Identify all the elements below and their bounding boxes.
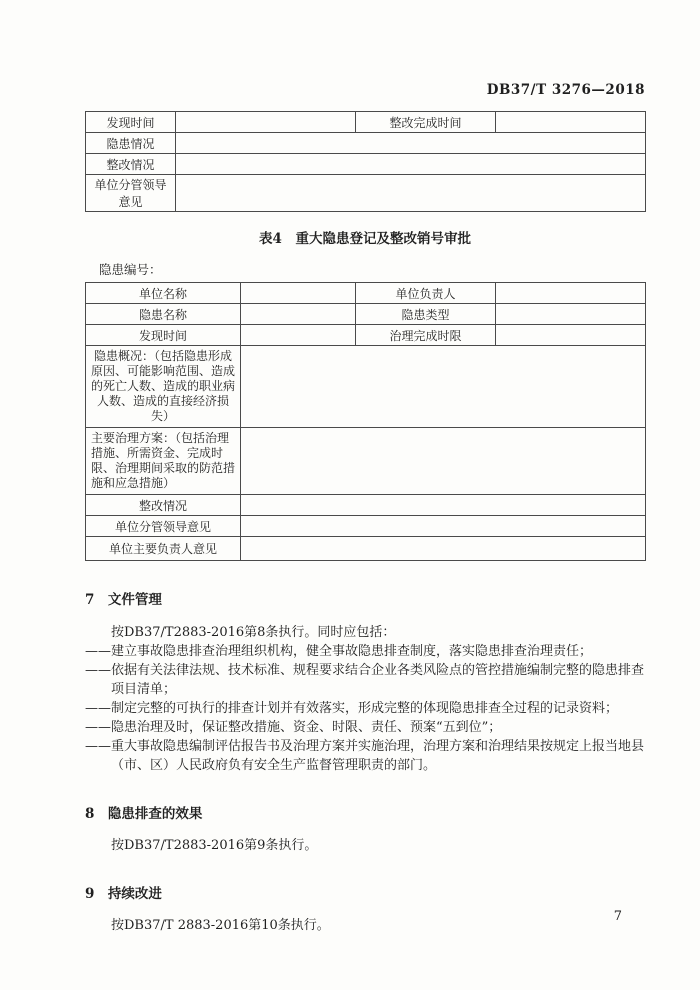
rectify-situation-value [241,495,646,516]
section7-heading: 7 文件管理 [85,592,162,608]
found-time-value [241,325,356,346]
hazard-number-label: 隐患编号： [99,262,162,277]
rectify-situation-label: 整改情况 [86,495,241,516]
table-row [86,304,646,325]
hazard-overview-value [241,346,646,428]
table-row [86,495,646,516]
main-head-opinion-label: 单位主要负责人意见 [86,537,241,561]
table-row [86,154,646,175]
unit-head-label: 单位负责人 [356,283,496,304]
rectify-situation-value [176,154,646,175]
found-time-value [176,112,356,133]
section7-item: ——重大事故隐患编制评估报告书及治理方案并实施治理，治理方案和治理结果按规定上报当地县（市、区）人民政府负有安全生产监督管理职责的部门。 [85,739,645,773]
hazard-type-label: 隐患类型 [356,304,496,325]
unit-head-value [496,283,646,304]
rectify-situation-label: 整改情况 [86,154,176,175]
treatment-plan-value [241,428,646,495]
table-row [86,346,646,428]
table-row [86,516,646,537]
treatment-plan-label: 主要治理方案：（包括治理措施、所需资金、完成时限、治理期间采取的防范措施和应急措施） [86,428,241,495]
leader-opinion-label: 单位分管领导意见 [86,175,176,212]
hazard-type-value [496,304,646,325]
page-content [85,0,645,935]
hazard-overview-label: 隐患概况：（包括隐患形成原因、可能影响范围、造成的死亡人数、造成的职业病人数、造成的直接经济损失） [86,346,241,428]
found-time-label: 发现时间 [86,112,176,133]
leader-opinion-value [176,175,646,212]
table-row [86,283,646,304]
leader-opinion-value [241,516,646,537]
treat-deadline-value [496,325,646,346]
section7-item: ——依据有关法律法规、技术标准、规程要求结合企业各类风险点的管控措施编制完整的隐患排查项目清单； [85,663,645,697]
leader-opinion-label: 单位分管领导意见 [86,516,241,537]
section9-body: 按DB37/T 2883-2016第10条执行。 [111,918,330,933]
unit-name-value [241,283,356,304]
section9-heading: 9 持续改进 [85,886,162,902]
table-row [86,175,646,212]
table-row [86,133,646,154]
hazard-situation-value [176,133,646,154]
rectify-done-time-value [496,112,646,133]
found-time-label: 发现时间 [86,325,241,346]
section7-item: ——隐患治理及时，保证整改措施、资金、时限、责任、预案“五到位”； [85,720,502,735]
document-header [85,0,645,98]
table-row [86,537,646,561]
table-row [86,112,646,133]
table-row [86,428,646,495]
hazard-name-label: 隐患名称 [86,304,241,325]
major-hazard-table [85,282,646,561]
table4-title: 表4 重大隐患登记及整改销号审批 [259,231,471,247]
section7-item: ——制定完整的可执行的排查计划并有效落实，形成完整的体现隐患排查全过程的记录资料； [85,701,619,716]
section8-body: 按DB37/T2883-2016第9条执行。 [111,838,318,853]
unit-name-label: 单位名称 [86,283,241,304]
hazard-situation-label: 隐患情况 [86,133,176,154]
section7-intro: 按DB37/T2883-2016第8条执行。同时应包括： [111,625,396,640]
table-row [86,325,646,346]
rectify-done-time-label: 整改完成时间 [356,112,496,133]
rectification-signoff-table [85,111,646,212]
main-head-opinion-value [241,537,646,561]
hazard-name-value [241,304,356,325]
standard-number: DB37/T 3276—2018 [486,82,645,98]
section7-item: ——建立事故隐患排查治理组织机构，健全事故隐患排查制度，落实隐患排查治理责任； [85,644,593,659]
treat-deadline-label: 治理完成时限 [356,325,496,346]
page-number: 7 [613,909,622,924]
section8-heading: 8 隐患排查的效果 [85,806,203,822]
